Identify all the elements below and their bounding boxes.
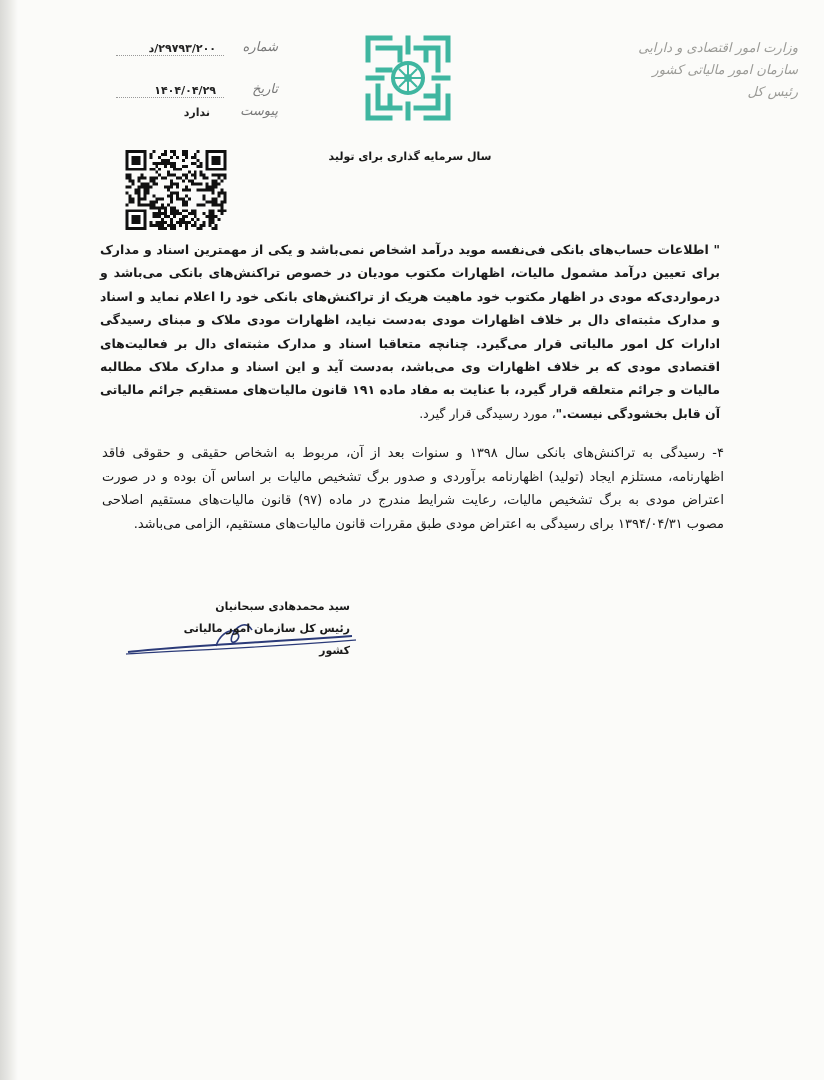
qr-code-icon bbox=[125, 150, 227, 230]
attachment-label: پیوست bbox=[240, 104, 278, 119]
page-edge-shadow bbox=[0, 0, 18, 1080]
ministry-line-2: سازمان امور مالیاتی کشور bbox=[652, 63, 798, 78]
quote-tail: ، مورد رسیدگی قرار گیرد. bbox=[419, 405, 556, 421]
quote-text: " اطلاعات حساب‌های بانکی فی‌نفسه موید درآمد اشخاص نمی‌باشد و یکی از مهمترین اسناد و مدارک برای تعیین درآمد مشمول مالیات، اظهارات مکتوب مودیان در خصوص تراکنش‌های بانکی می‌باشد و درمواردی‌که مودی در اظهار مکتوب خود ماهیت هریک از تراکنش‌های بانکی خود را اعلام نماید و اسناد و مدارک مثبته‌ای دال بر خلاف اظهارات مودی به‌دست نیاید، اظهارات مودی ملاک و مبنای رسیدگی ادارات کل امور مالیاتی قرار می‌گیرد. چنانچه متعاقبا اسناد و مدارک مثبته‌ای دال بر فعالیت‌های اقتصادی مودی که بر خلاف اظهارات وی می‌باشد، به‌دست آید و این اسناد و مدارک ملاک مطالبه مالیات و جرائم متعلقه قرار گیرد، با عنایت به مفاد ماده ۱۹۱ قانون مالیات‌های مستقیم جرائم مالیاتی آن قابل بخشودگی نیست." bbox=[100, 242, 720, 421]
letter-meta bbox=[88, 40, 278, 130]
date-label: تاریخ bbox=[252, 82, 278, 97]
signatory-name: سید محمدهادی سبحانیان bbox=[215, 600, 350, 613]
number-label: شماره bbox=[242, 40, 278, 55]
item-text: رسیدگی به تراکنش‌های بانکی سال ۱۳۹۸ و سنوات بعد از آن، مربوط به اشخاص حقیقی و حقوقی فاقد اظهارنامه، مستلزم ایجاد (تولید) اظهارنامه برآوردی و صدور برگ تشخیص مالیات بر اساس آن بوده و در صورت اعتراض مودی به برگ تشخیص مالیات، رعایت شرایط مندرج در ماده (۹۷) قانون مالیات‌های مستقیم اصلاحی مصوب ۱۳۹۴/۰۴/۳۱ برای رسیدگی به اعتراض مودی طبق مقررات قانون مالیات‌های مستقیم، الزامی می‌باشد. bbox=[102, 446, 725, 532]
item-number: ۴- bbox=[712, 446, 724, 461]
ministry-line-1: وزارت امور اقتصادی و دارایی bbox=[638, 41, 798, 56]
attachment-value: ندارد bbox=[183, 106, 210, 119]
year-slogan: سال سرمایه گذاری برای تولید bbox=[328, 150, 492, 163]
item-4-paragraph bbox=[102, 442, 724, 536]
tax-organization-logo-icon bbox=[360, 30, 456, 126]
ministry-line-3: رئیس کل bbox=[747, 85, 798, 100]
number-row bbox=[88, 40, 278, 66]
quoted-circular-paragraph bbox=[100, 238, 720, 425]
signatory-block bbox=[150, 596, 350, 662]
date-value: ۱۴۰۴/۰۴/۲۹ bbox=[116, 84, 224, 98]
attachment-row bbox=[88, 104, 278, 130]
number-value: ۲۹۷۹۳/۲۰۰/د bbox=[116, 42, 224, 56]
ministry-letterhead bbox=[588, 38, 798, 104]
signatory-title: رئیس کل سازمان امور مالیاتی کشور bbox=[183, 622, 350, 657]
